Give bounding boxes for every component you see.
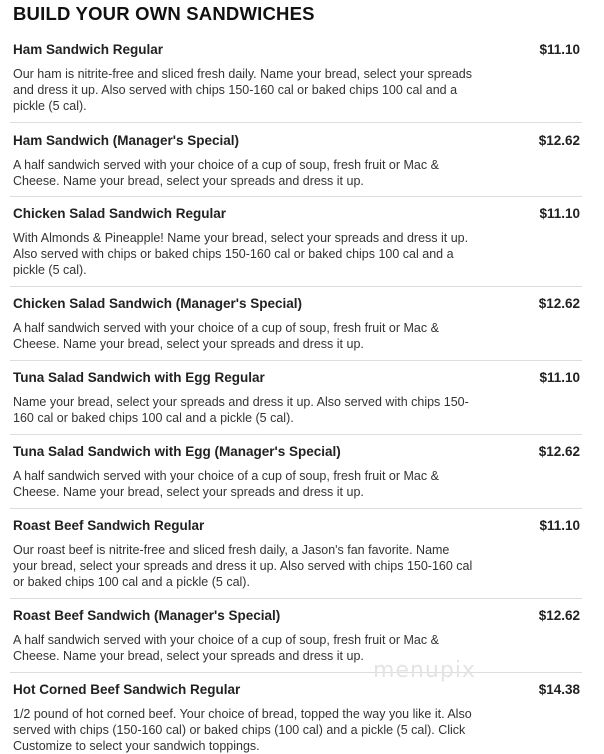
item-price: $14.38 (538, 682, 580, 697)
item-description: With Almonds & Pineapple! Name your bread, select your spreads and dress it up. Also served with chips or baked chips 150-160 cal or baked chips 100 cal and a pickle (5 cal). (13, 231, 469, 277)
item-description: A half sandwich served with your choice of a cup of soup, fresh fruit or Mac & Cheese. Name your bread, select your spreads and dress it up. (13, 321, 439, 351)
item-price: $12.62 (538, 296, 580, 311)
item-name: Ham Sandwich (Manager's Special) (13, 133, 240, 148)
item-divider (10, 508, 582, 509)
item-divider (10, 196, 582, 197)
item-divider (10, 434, 582, 435)
item-name: Hot Corned Beef Sandwich Regular (13, 682, 241, 697)
item-description: A half sandwich served with your choice of a cup of soup, fresh fruit or Mac & Cheese. Name your bread, select your spreads and dress it up. (13, 469, 439, 499)
section-title: BUILD YOUR OWN SANDWICHES (13, 3, 315, 24)
item-name: Tuna Salad Sandwich with Egg (Manager's Special) (13, 444, 341, 459)
item-description: Our ham is nitrite-free and sliced fresh daily. Name your bread, select your spreads and dress it up. Also served with chips 150-160 cal or baked chips 100 cal and a pickle (5 cal). (13, 67, 472, 113)
item-price: $12.62 (538, 608, 580, 623)
item-name: Roast Beef Sandwich (Manager's Special) (13, 608, 281, 623)
item-divider (10, 360, 582, 361)
item-price: $11.10 (539, 518, 580, 533)
item-name: Ham Sandwich Regular (13, 42, 164, 57)
item-divider (10, 672, 582, 673)
item-description: A half sandwich served with your choice of a cup of soup, fresh fruit or Mac & Cheese. Name your bread, select your spreads and dress it up. (13, 158, 439, 188)
watermark: menupix (373, 658, 476, 683)
item-price: $11.10 (539, 370, 580, 385)
item-price: $12.62 (538, 133, 580, 148)
item-divider (10, 286, 582, 287)
item-name: Chicken Salad Sandwich Regular (13, 206, 227, 221)
item-price: $12.62 (538, 444, 580, 459)
item-divider (10, 122, 582, 123)
item-description: 1/2 pound of hot corned beef. Your choice of bread, topped the way you like it. Also served with chips (150-160 cal) or baked chips (100 cal) and a pickle (5 cal). Click Customize to select your sandwich toppings. (13, 707, 472, 753)
item-price: $11.10 (539, 42, 580, 57)
item-name: Tuna Salad Sandwich with Egg Regular (13, 370, 265, 385)
item-description: A half sandwich served with your choice of a cup of soup, fresh fruit or Mac & Cheese. Name your bread, select your spreads and dress it up. (13, 633, 439, 663)
item-name: Roast Beef Sandwich Regular (13, 518, 205, 533)
item-name: Chicken Salad Sandwich (Manager's Special) (13, 296, 303, 311)
item-description: Our roast beef is nitrite-free and sliced fresh daily, a Jason's fan favorite. Name your bread, select your spreads and dress it up. Also served with chips 150-160 cal or baked chips 100 cal and a pickle (5 cal). (13, 543, 473, 589)
item-divider (10, 598, 582, 599)
item-description: Name your bread, select your spreads and dress it up. Also served with chips 150-160 cal or baked chips 100 cal and a pickle (5 cal). (13, 395, 469, 425)
item-price: $11.10 (539, 206, 580, 221)
